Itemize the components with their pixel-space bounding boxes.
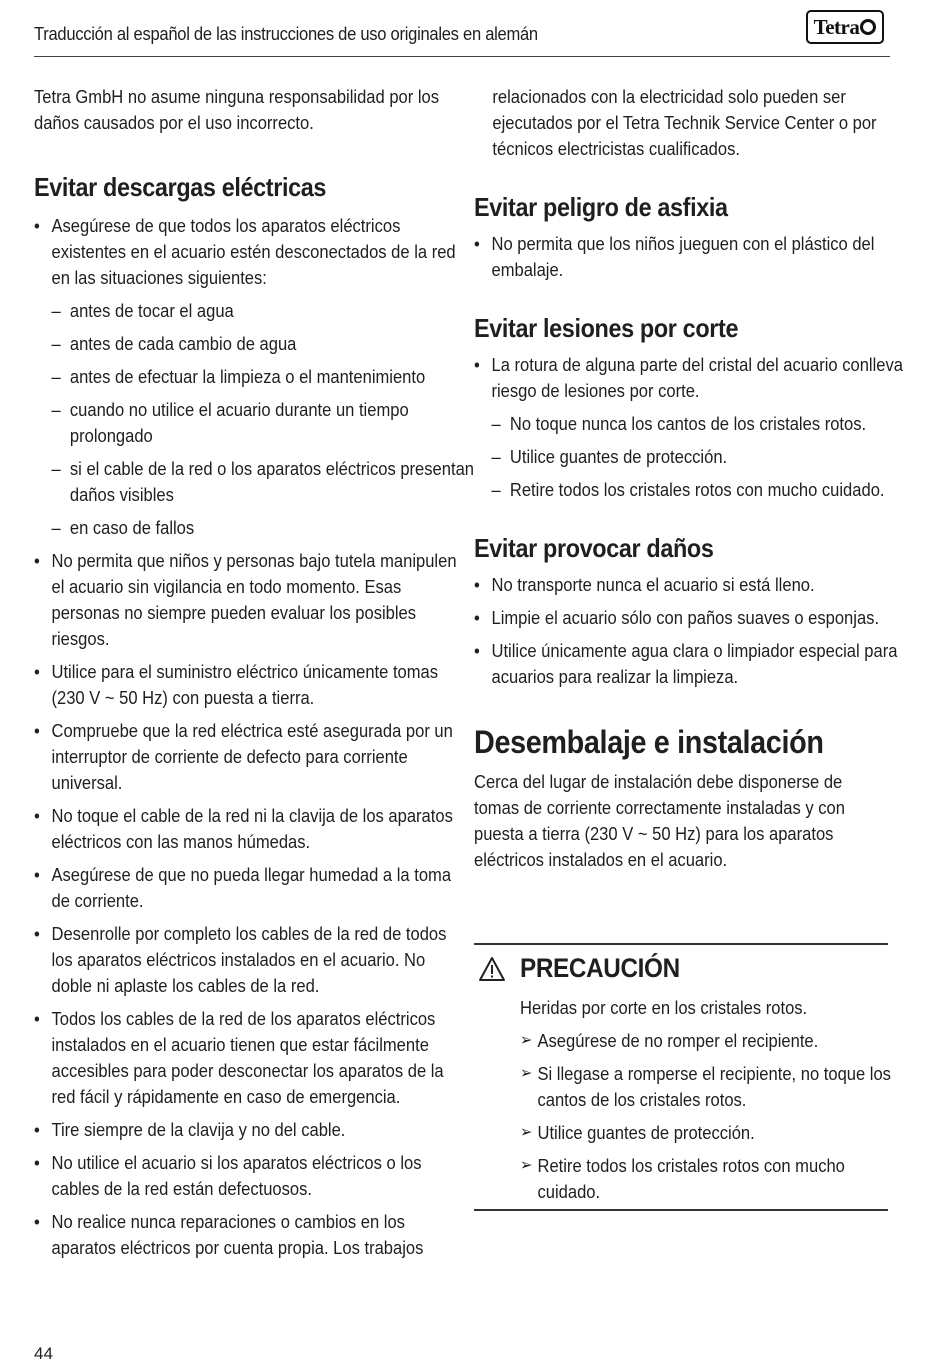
list-item: – Retire todos los cristales rotos con mucho cuidado. [474,477,923,503]
left-column [34,84,475,1261]
list-item: – en caso de fallos [34,515,487,541]
header-title: Traducción al español de las instrucciones de uso originales en alemán [34,24,538,44]
installation-paragraph: Cerca del lugar de instalación debe disponerse de tomas de corriente correctamente instaladas y con puesta a tierra (230 V ~ 50 Hz) para los aparatos eléctricos instalados en el acuario. [474,772,845,870]
list-item: – No toque nunca los cantos de los cristales rotos. [474,411,923,437]
list-item: ➢ Utilice guantes de protección. [520,1120,905,1146]
section-title-electric: Evitar descargas eléctricas [34,172,327,202]
caution-text: Heridas por corte en los cristales rotos. [520,998,808,1018]
list-item: – cuando no utilice el acuario durante un tiempo prolongado [34,397,487,449]
warning-triangle-icon [478,956,506,982]
list-item: • Tire siempre de la clavija y no del cable. [34,1117,469,1143]
continued-paragraph: relacionados con la electricidad solo pueden ser ejecutados por el Tetra Technik Service Center o por técnicos electricistas cualificados. [492,87,877,159]
list-item: – antes de efectuar la limpieza o el mantenimiento [34,364,487,390]
list-item: • Asegúrese de que no pueda llegar humedad a la toma de corriente. [34,862,469,914]
list-item: • Utilice únicamente agua clara o limpiador especial para acuarios para realizar la limpieza. [474,638,905,690]
list-item: – antes de cada cambio de agua [34,331,487,357]
caution-title: PRECAUCIÓN [520,953,680,983]
list-item: • Todos los cables de la red de los aparatos eléctricos instalados en el acuario tienen que estar fácilmente accesibles para poder desconectar los aparatos de la red fácil y rápidamente en caso de emergencia. [34,1006,469,1110]
list-item: • No transporte nunca el acuario si está lleno. [474,572,905,598]
section-title-installation: Desembalaje e instalación [474,724,824,760]
list-item: – Utilice guantes de protección. [474,444,923,470]
list-item: • Desenrolle por completo los cables de la red de todos los aparatos eléctricos instalados en el acuario. No doble ni aplaste los cables de la red. [34,921,469,999]
list-item: ➢ Retire todos los cristales rotos con mucho cuidado. [520,1153,905,1205]
list-item: • Compruebe que la red eléctrica esté asegurada por un interruptor de corriente de defecto para corriente universal. [34,718,469,796]
caution-header [478,953,698,984]
list-item: • No permita que niños y personas bajo tutela manipulen el acuario sin vigilancia en todo momento. Esas personas no siempre pueden evaluar los posibles riesgos. [34,548,469,652]
list-item: • No utilice el acuario si los aparatos eléctricos o los cables de la red están defectuosos. [34,1150,469,1202]
right-column [474,84,903,873]
list-item: ➢ Asegúrese de no romper el recipiente. [520,1028,905,1054]
list-item: – si el cable de la red o los aparatos eléctricos presentan daños visibles [34,456,487,508]
list-item: • Utilice para el suministro eléctrico únicamente tomas (230 V ~ 50 Hz) con puesta a tierra. [34,659,469,711]
section-title-asphyxia: Evitar peligro de asfixia [474,192,728,222]
intro-paragraph: Tetra GmbH no asume ninguna responsabilidad por los daños causados por el uso incorrecto. [34,87,440,133]
caution-box [474,943,891,1211]
caution-body [520,995,890,1205]
list-item: • No permita que los niños jueguen con el plástico del embalaje. [474,231,905,283]
section-title-damage: Evitar provocar daños [474,533,714,563]
tetra-logo: Tetr a [806,10,884,44]
section-title-cuts: Evitar lesiones por corte [474,313,739,343]
list-item: • Asegúrese de que todos los aparatos eléctricos existentes en el acuario estén desconectados de la red en las situaciones siguientes: [34,213,469,291]
list-item: • La rotura de alguna parte del cristal del acuario conlleva riesgo de lesiones por corte. [474,352,905,404]
header-divider [34,56,890,57]
logo-circle-icon [860,19,876,35]
list-item: • No toque el cable de la red ni la clavija de los aparatos eléctricos con las manos húmedas. [34,803,469,855]
list-item: • No realice nunca reparaciones o cambios en los aparatos eléctricos por cuenta propia. Los trabajos [34,1209,469,1261]
list-item: ➢ Si llegase a romperse el recipiente, no toque los cantos de los cristales rotos. [520,1061,905,1113]
page-number: 44 [34,1344,53,1363]
list-item: – antes de tocar el agua [34,298,487,324]
list-item: • Limpie el acuario sólo con paños suaves o esponjas. [474,605,905,631]
